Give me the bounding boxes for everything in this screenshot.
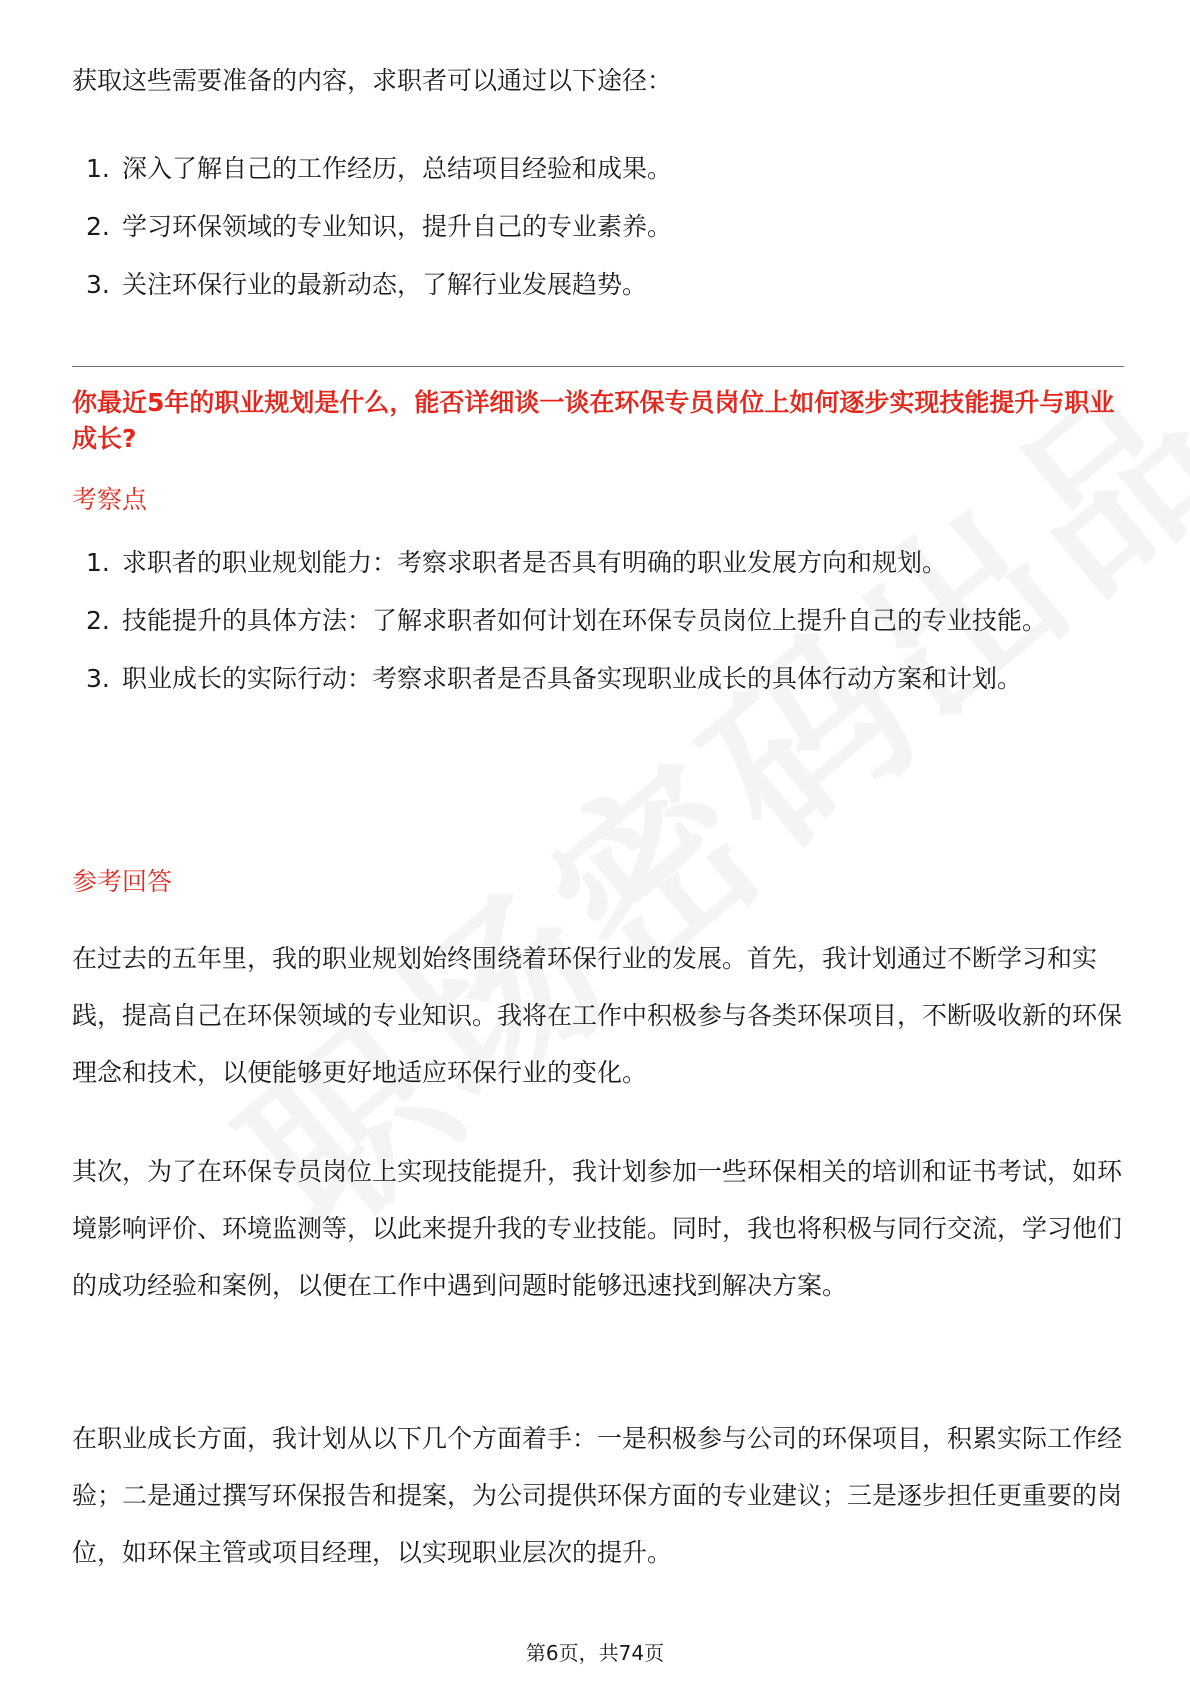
list-number: 1. bbox=[86, 548, 110, 577]
answer-paragraph: 在过去的五年里，我的职业规划始终围绕着环保行业的发展。首先，我计划通过不断学习和实践，提高自己在环保领域的专业知识。我将在工作中积极参与各类环保项目，不断吸收新的环保理念和技术，以便能够更好地适应环保行业的变化。 bbox=[72, 944, 1123, 1087]
page-footer: 第6页，共74页 bbox=[525, 1641, 665, 1665]
answer-paragraph: 在职业成长方面，我计划从以下几个方面着手：一是积极参与公司的环保项目，积累实际工作经验；二是通过撰写环保报告和提案，为公司提供环保方面的专业建议；三是逐步担任更重要的岗位，如环保主管或项目经理，以实现职业层次的提升。 bbox=[72, 1424, 1123, 1567]
list-item bbox=[86, 650, 1116, 708]
list-text: 学习环保领域的专业知识，提升自己的专业素养。 bbox=[122, 212, 673, 241]
list-number: 2. bbox=[86, 212, 110, 241]
list-text: 深入了解自己的工作经历，总结项目经验和成果。 bbox=[122, 154, 673, 183]
question-heading: 你最近5年的职业规划是什么，能否详细谈一谈在环保专员岗位上如何逐步实现技能提升与职业成长? bbox=[72, 388, 1115, 453]
assess-heading: 考察点 bbox=[72, 485, 148, 514]
list-text: 职业成长的实际行动：考察求职者是否具备实现职业成长的具体行动方案和计划。 bbox=[122, 664, 1023, 693]
intro-text: 获取这些需要准备的内容，求职者可以通过以下途径： bbox=[72, 66, 673, 95]
list-item bbox=[86, 140, 1116, 198]
list-text: 求职者的职业规划能力：考察求职者是否具有明确的职业发展方向和规划。 bbox=[122, 548, 948, 577]
list-number: 3. bbox=[86, 664, 110, 693]
prep-list bbox=[86, 140, 1116, 314]
answer-paragraph: 其次，为了在环保专员岗位上实现技能提升，我计划参加一些环保相关的培训和证书考试，如环境影响评价、环境监测等，以此来提升我的专业技能。同时，我也将积极与同行交流，学习他们的成功经验和案例，以便在工作中遇到问题时能够迅速找到解决方案。 bbox=[72, 1157, 1123, 1300]
answer-heading: 参考回答 bbox=[72, 867, 173, 896]
list-item bbox=[86, 198, 1116, 256]
list-item bbox=[86, 256, 1116, 314]
assess-list bbox=[86, 534, 1116, 708]
list-text: 技能提升的具体方法：了解求职者如何计划在环保专员岗位上提升自己的专业技能。 bbox=[122, 606, 1048, 635]
list-text: 关注环保行业的最新动态，了解行业发展趋势。 bbox=[122, 270, 648, 299]
list-number: 3. bbox=[86, 270, 110, 299]
list-number: 2. bbox=[86, 606, 110, 635]
section-divider bbox=[72, 366, 1124, 367]
list-item bbox=[86, 534, 1116, 592]
list-number: 1. bbox=[86, 154, 110, 183]
list-item bbox=[86, 592, 1116, 650]
